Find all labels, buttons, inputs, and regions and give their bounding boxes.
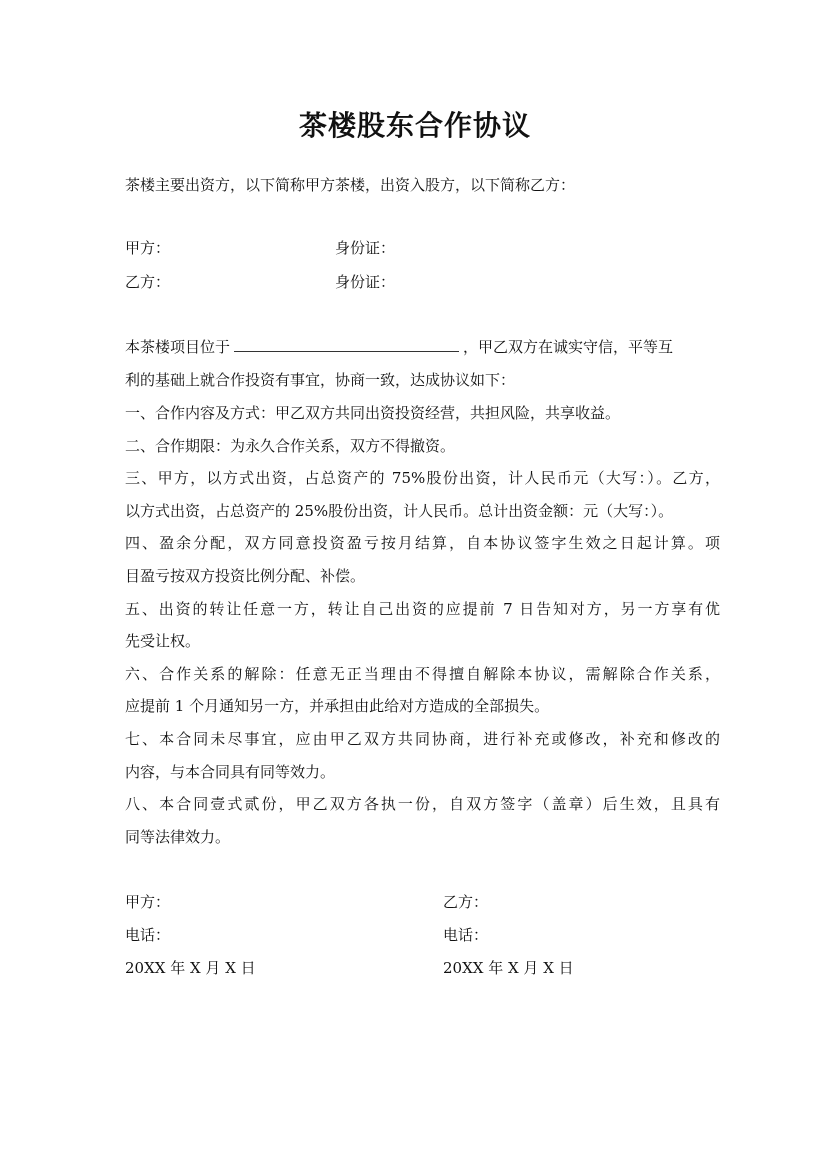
- clause-6-line: 六、合作关系的解除：任意无正当理由不得擅自解除本协议，需解除合作关系，: [125, 664, 720, 683]
- clause-3-line: 三、甲方，以方式出资，占总资产的 75%股份出资，计人民币元（大写：）。乙方，: [125, 469, 720, 488]
- location-line-2: 利的基础上就合作投资有事宜，协商一致，达成协议如下：: [125, 371, 516, 389]
- clause-2-line: 二、合作期限：为永久合作关系，双方不得撤资。: [125, 436, 456, 455]
- clause-5-line: 先受让权。: [125, 632, 201, 651]
- clause-7-line: 内容，与本合同具有同等效力。: [125, 762, 336, 781]
- intro-text: 茶楼主要出资方，以下简称甲方茶楼，出资入股方，以下简称乙方：: [125, 176, 576, 194]
- clause-7-line: 七、本合同未尽事宜，应由甲乙双方共同协商，进行补充或修改，补充和修改的: [125, 730, 720, 748]
- party-a-id-label: 身份证：: [335, 239, 396, 257]
- party-a-label: 甲方：: [125, 239, 171, 257]
- clause-4-line: 目盈亏按双方投资比例分配、补偿。: [125, 567, 366, 585]
- document-title: 茶楼股东合作协议: [298, 109, 531, 142]
- location-suffix: ，甲乙双方在诚实守信，平等互: [463, 338, 674, 356]
- party-b-id-label: 身份证：: [335, 273, 396, 291]
- party-b-label: 乙方：: [125, 273, 171, 291]
- sign-party-b: 乙方：: [443, 893, 489, 911]
- clause-6-line: 应提前 1 个月通知另一方，并承担由此给对方造成的全部损失。: [125, 697, 550, 716]
- clause-4-line: 四、盈余分配，双方同意投资盈亏按月结算，自本协议签字生效之日起计算。项: [125, 534, 720, 553]
- sign-party-a: 甲方：: [125, 893, 171, 911]
- clause-8-line: 八、本合同壹式贰份，甲乙双方各执一份，自双方签字（盖章）后生效，且具有: [125, 795, 720, 814]
- location-prefix: 本茶楼项目位于: [125, 338, 231, 356]
- location-line: [125, 336, 673, 357]
- sign-party-b-phone: 电话：: [443, 926, 489, 944]
- sign-party-a-date: 20XX 年 X 月 X 日: [125, 959, 256, 977]
- clause-5-line: 五、出资的转让任意一方，转让自己出资的应提前 7 日告知对方，另一方享有优: [125, 599, 720, 618]
- location-blank[interactable]: [234, 337, 459, 352]
- clause-1-line: 一、合作内容及方式：甲乙双方共同出资投资经营，共担风险，共享收益。: [125, 404, 621, 422]
- sign-party-a-phone: 电话：: [125, 926, 171, 944]
- clause-3-line: 以方式出资，占总资产的 25%股份出资，计人民币。总计出资金额：元（大写：）。: [125, 501, 674, 520]
- clause-8-line: 同等法律效力。: [125, 827, 231, 846]
- sign-party-b-date: 20XX 年 X 月 X 日: [443, 959, 574, 977]
